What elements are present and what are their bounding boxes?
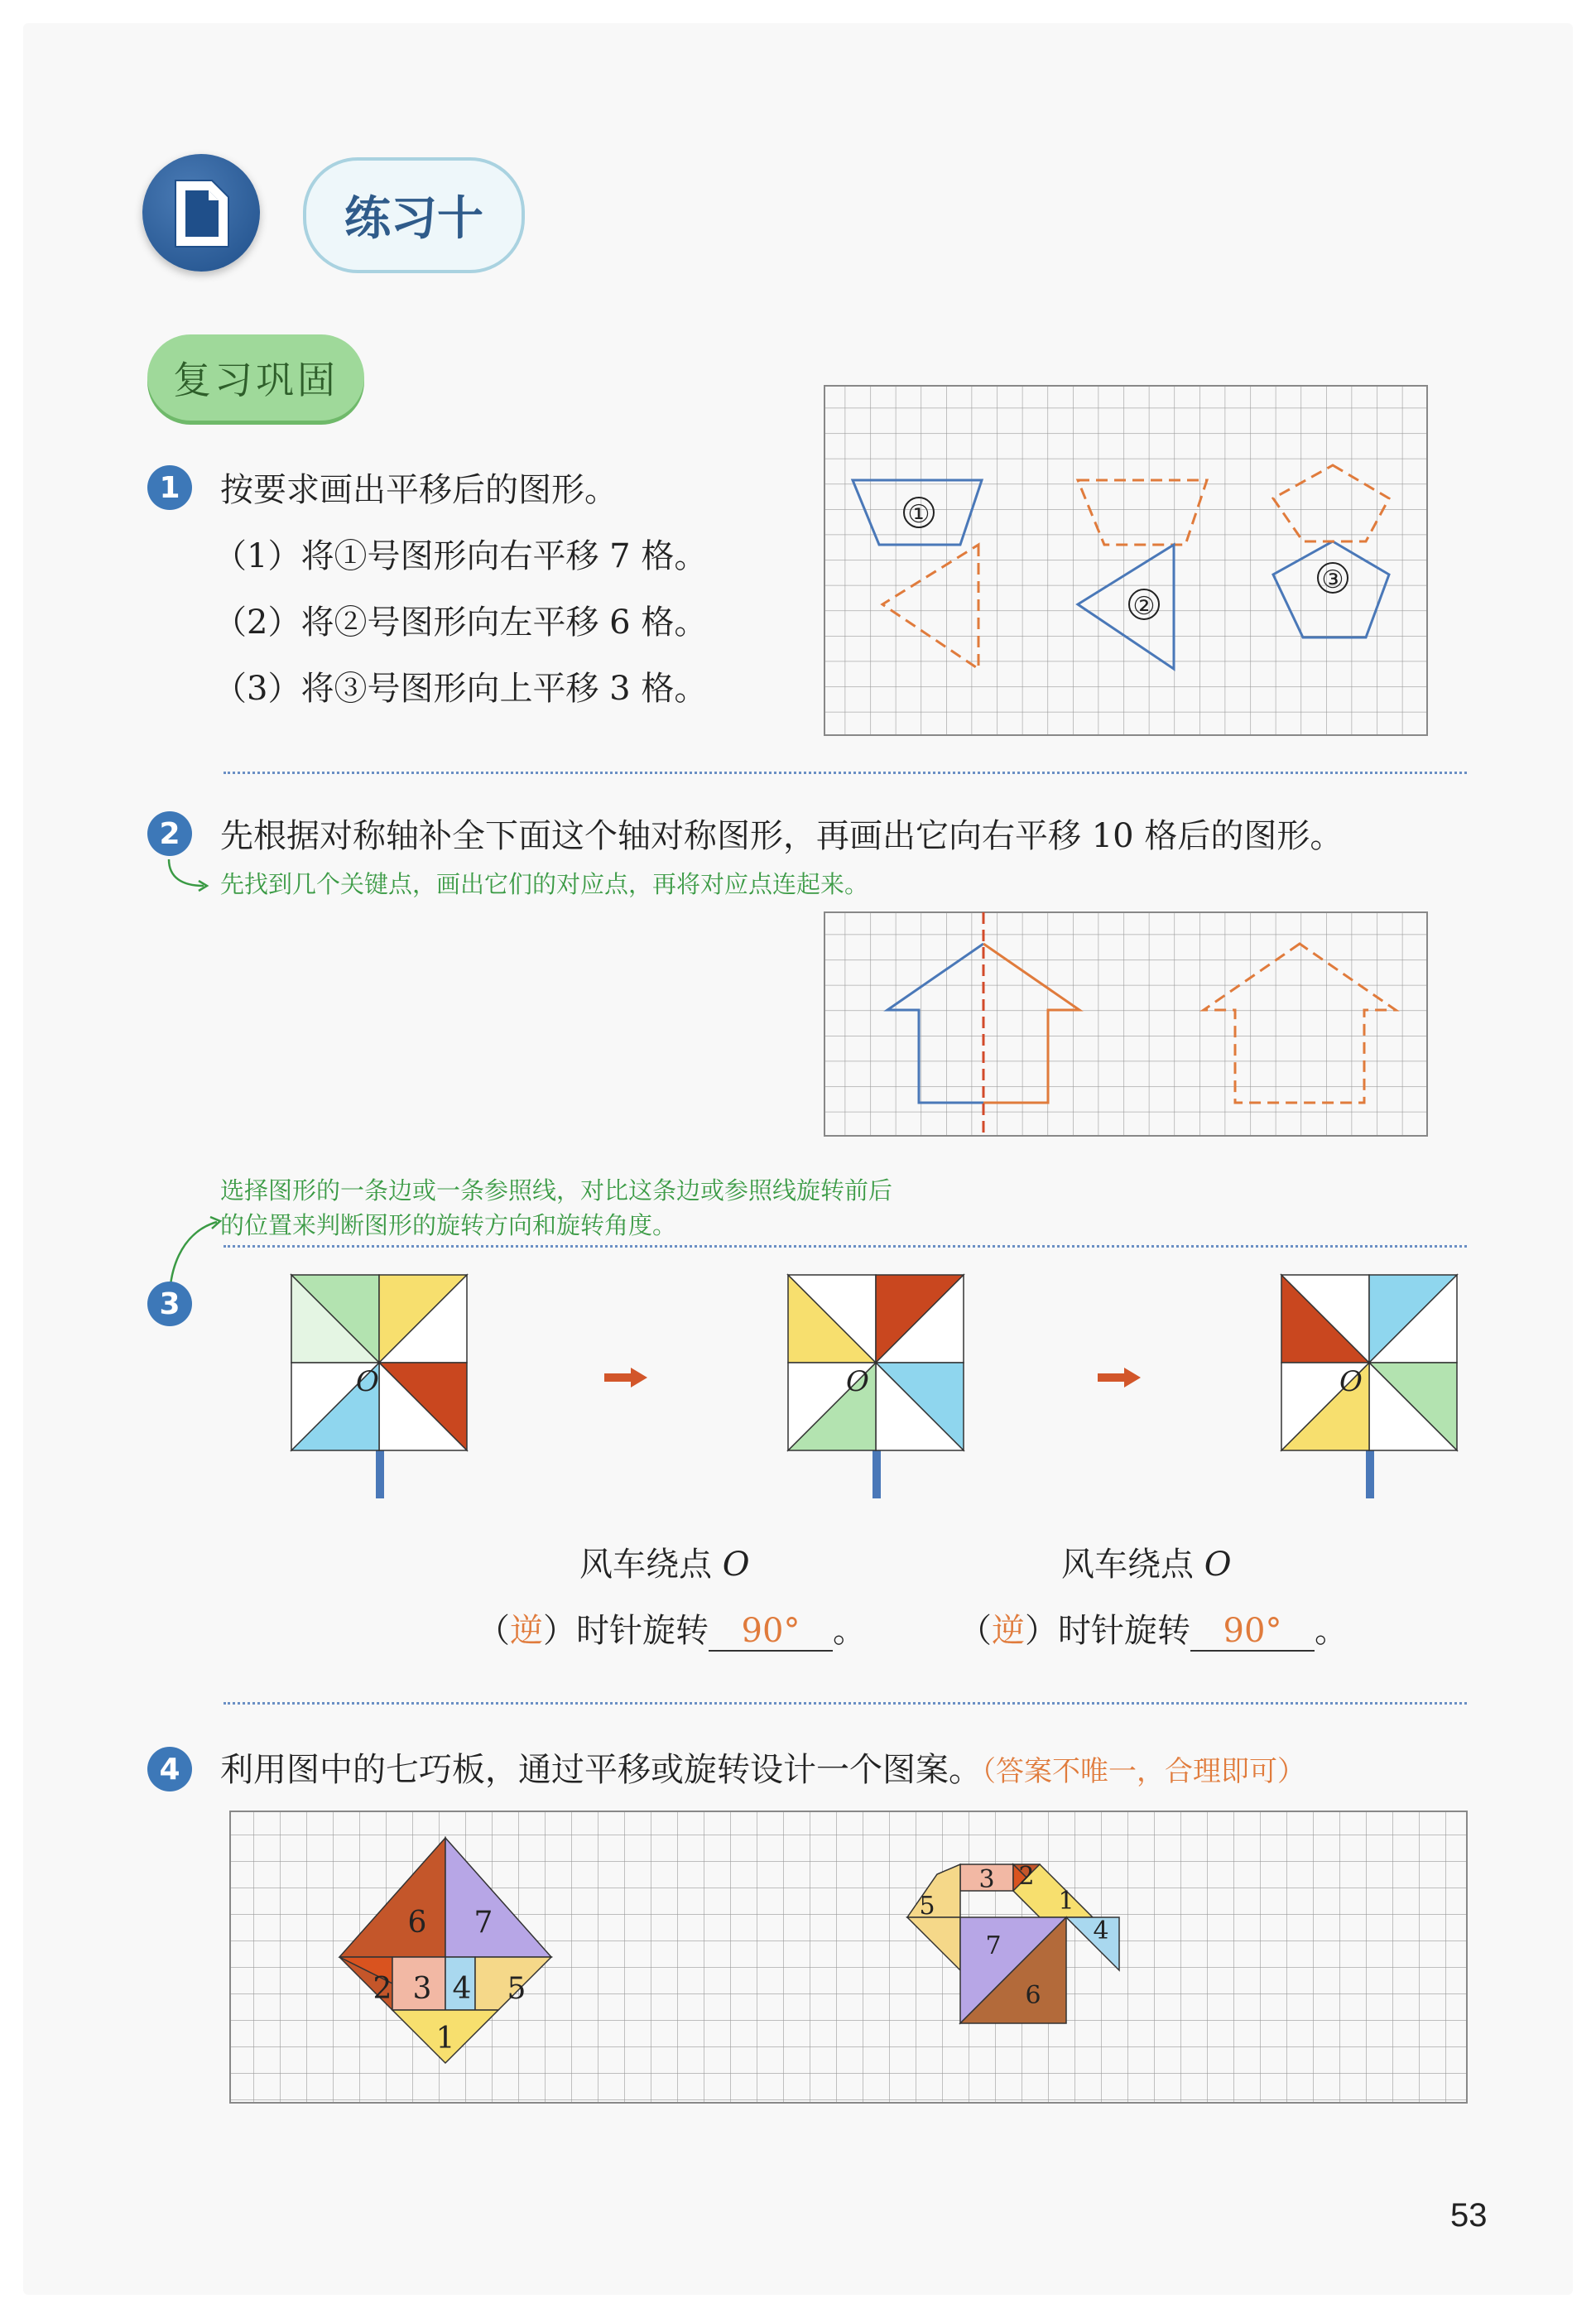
q2-hint: 先找到几个关键点，画出它们的对应点，再将对应点连起来。 xyxy=(220,870,869,898)
q3-hint-line-2: 的位置来判断图形的旋转方向和旋转角度。 xyxy=(220,1211,677,1239)
caption-2-line-2 xyxy=(959,1604,1348,1652)
piece-label: 7 xyxy=(474,1906,493,1940)
section-title: 复习巩固 xyxy=(147,334,364,421)
caption-open: （ xyxy=(959,1612,992,1650)
q4-grid-figure xyxy=(227,1808,1472,2108)
document-icon xyxy=(142,154,260,272)
caption-2-line-1 xyxy=(1061,1538,1232,1585)
center-point-label: O xyxy=(1339,1365,1363,1398)
caption-end: 。 xyxy=(1315,1612,1348,1650)
caption-close: ）时针旋转 xyxy=(543,1612,709,1650)
arrow-right-icon xyxy=(1094,1363,1144,1392)
q1-item-2: （2）将②号图形向左平移 6 格。 xyxy=(214,604,708,642)
piece-label: 7 xyxy=(985,1931,1002,1960)
divider xyxy=(224,772,1467,774)
shape-label-3: ③ xyxy=(1321,565,1344,594)
question-number-1: 1 xyxy=(147,465,192,510)
piece-label: 6 xyxy=(407,1906,427,1940)
rotation-angle-answer: 90° xyxy=(1190,1612,1315,1652)
q1-item-1: （1）将①号图形向右平移 7 格。 xyxy=(214,537,708,575)
divider xyxy=(224,1245,1467,1248)
caption-text: 风车绕点 xyxy=(1061,1546,1204,1584)
q2-grid-figure xyxy=(820,909,1432,1139)
grid xyxy=(824,912,1427,1136)
q2-prompt: 先根据对称轴补全下面这个轴对称图形，再画出它向右平移 10 格后的图形。 xyxy=(220,817,1344,855)
piece-label: 3 xyxy=(978,1865,995,1894)
rotation-direction-answer: 逆 xyxy=(510,1612,543,1650)
piece-label: 4 xyxy=(452,1972,472,2006)
caption-1-line-2 xyxy=(477,1604,866,1652)
rotation-angle-answer: 90° xyxy=(709,1612,833,1652)
shape-label-1: ① xyxy=(907,500,930,529)
question-number-4: 4 xyxy=(147,1747,192,1791)
center-point-label: O xyxy=(356,1365,379,1398)
question-number-2: 2 xyxy=(147,811,192,856)
caption-point: O xyxy=(1204,1546,1232,1584)
page-title: 练习十 xyxy=(303,157,525,273)
caption-text: 风车绕点 xyxy=(579,1546,723,1584)
question-number-3: 3 xyxy=(147,1282,192,1326)
q3-hint-line-1: 选择图形的一条边或一条参照线，对比这条边或参照线旋转前后 xyxy=(220,1176,893,1205)
q4-answer-note: （答案不唯一，合理即可） xyxy=(982,1755,1305,1788)
piece-label: 1 xyxy=(435,2022,455,2056)
piece-label: 5 xyxy=(507,1972,526,2006)
rotation-direction-answer: 逆 xyxy=(992,1612,1025,1650)
q4-prompt xyxy=(220,1743,1305,1791)
caption-point: O xyxy=(722,1546,750,1584)
caption-end: 。 xyxy=(833,1612,866,1650)
arrow-right-icon xyxy=(601,1363,651,1392)
piece-label: 2 xyxy=(373,1972,392,2006)
pinwheel-figure-3 xyxy=(1278,1272,1460,1503)
divider xyxy=(224,1702,1467,1705)
center-point-label: O xyxy=(846,1365,869,1398)
caption-1-line-1 xyxy=(579,1538,750,1585)
piece-label: 2 xyxy=(1018,1862,1035,1891)
caption-close: ）时针旋转 xyxy=(1025,1612,1190,1650)
piece-label: 5 xyxy=(919,1892,935,1921)
piece-label: 3 xyxy=(412,1972,432,2006)
piece-label: 4 xyxy=(1093,1916,1109,1945)
q4-prompt-text: 利用图中的七巧板，通过平移或旋转设计一个图案。 xyxy=(220,1751,982,1789)
q1-item-3: （3）将③号图形向上平移 3 格。 xyxy=(214,670,708,708)
pinwheel-figure-2 xyxy=(785,1272,967,1503)
caption-open: （ xyxy=(477,1612,510,1650)
q1-prompt: 按要求画出平移后的图形。 xyxy=(220,471,618,509)
q1-grid-figure xyxy=(820,382,1432,738)
piece-label: 6 xyxy=(1025,1981,1041,2010)
grid xyxy=(824,386,1427,735)
page-number: 53 xyxy=(1450,2197,1488,2234)
pinwheel-figure-1 xyxy=(288,1272,470,1503)
hint-arrow-icon xyxy=(162,858,212,899)
shape-label-2: ② xyxy=(1132,592,1156,621)
piece-label: 1 xyxy=(1058,1887,1074,1916)
